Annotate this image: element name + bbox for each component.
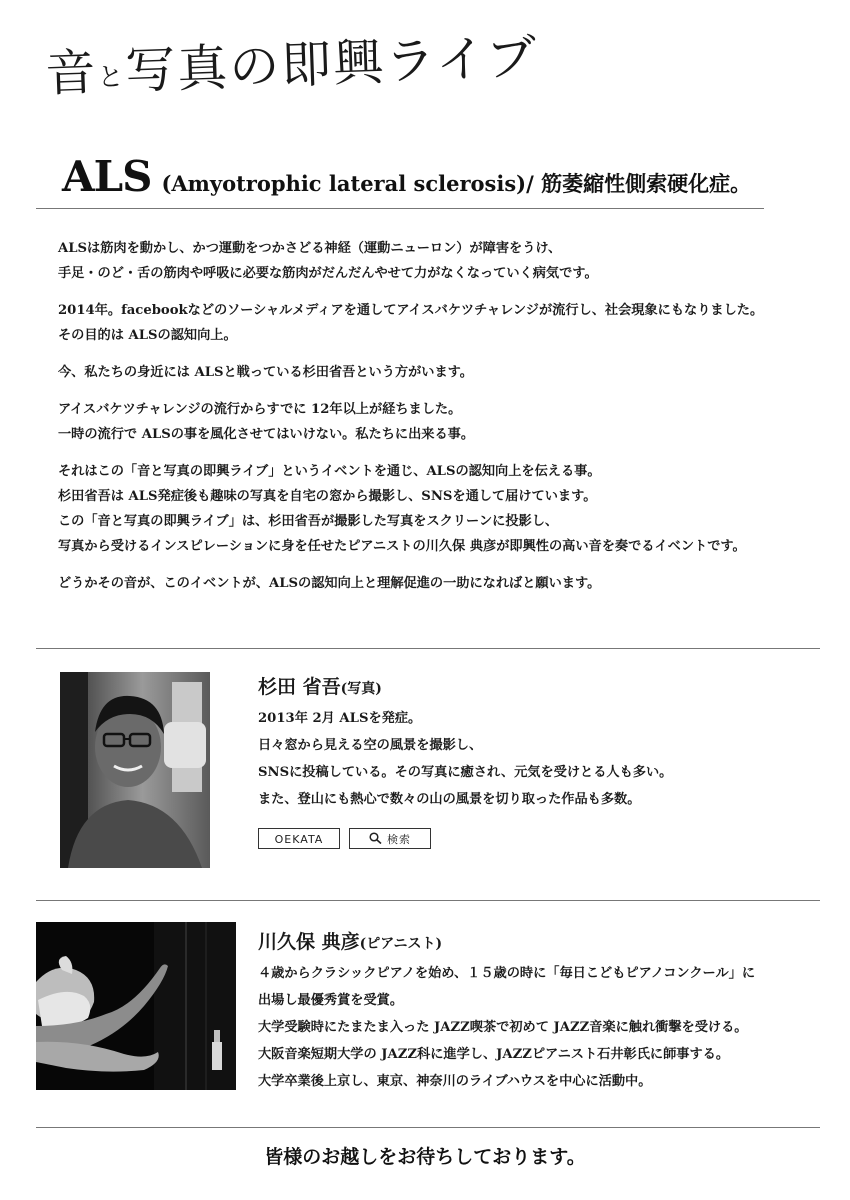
intro-text	[58, 236, 818, 608]
profile-line: 日々窓から見える空の風景を撮影し、	[258, 738, 483, 753]
profile-name	[258, 927, 755, 954]
divider	[36, 648, 820, 649]
profile-line: また、登山にも熱心で数々の山の風景を切り取った作品も多数。	[258, 792, 641, 807]
logo-part-3: 写真の即興ライブ	[124, 27, 540, 101]
heading-sub: (Amyotrophic lateral sclerosis)/ 筋萎縮性側索硬化症。	[161, 171, 752, 196]
profile-role: (ピアニスト)	[359, 936, 443, 952]
profile-description	[258, 705, 672, 813]
profile-name-text: 川久保 典彦	[258, 931, 360, 953]
profile-description	[258, 960, 755, 1095]
profile-photo-kawakubo	[36, 922, 236, 1090]
search-button-label: 検索	[387, 833, 411, 846]
intro-paragraph	[58, 397, 818, 447]
divider	[36, 900, 820, 901]
profile-role: (写真)	[340, 681, 382, 697]
intro-line: アイスバケツチャレンジの流行からすでに 12年以上が経ちました。	[58, 402, 462, 417]
profile-photo-sugita	[60, 672, 210, 868]
intro-line: 写真から受けるインスピレーションに身を任せたピアニストの川久保 典彦が即興性の高い音を奏でるイベントです。	[58, 539, 746, 554]
profile-line: SNSに投稿している。その写真に癒され、元気を受けとる人も多い。	[258, 765, 673, 780]
intro-line: 杉田省吾は ALS発症後も趣味の写真を自宅の窓から撮影し、SNSを通して届けています。	[58, 489, 597, 504]
intro-paragraph	[58, 298, 818, 348]
intro-line: その目的は ALSの認知向上。	[58, 328, 237, 343]
intro-line: この「音と写真の即興ライブ」は、杉田省吾が撮影した写真をスクリーンに投影し、	[58, 514, 559, 529]
intro-line: どうかその音が、このイベントが、ALSの認知向上と理解促進の一助になればと願います。	[58, 576, 601, 591]
search-icon	[369, 832, 382, 844]
oekata-button-label: OEKATA	[274, 833, 324, 846]
profile-name-text: 杉田 省吾	[258, 676, 341, 698]
intro-line: 手足・のど・舌の筋肉や呼吸に必要な筋肉がだんだんやせて力がなくなっていく病気です。	[58, 266, 598, 281]
logo-part-2: と	[97, 62, 127, 94]
intro-line: それはこの「音と写真の即興ライブ」というイベントを通じ、ALSの認知向上を伝える事。	[58, 464, 601, 479]
profile-name	[258, 672, 672, 699]
divider	[36, 1127, 820, 1128]
profile-line: 大学卒業後上京し、東京、神奈川のライブハウスを中心に活動中。	[258, 1074, 652, 1089]
profile-line: 大阪音楽短期大学の JAZZ科に進学し、JAZZピアニスト石井彰氏に師事する。	[258, 1047, 730, 1062]
intro-line: 今、私たちの身近には ALSと戦っている杉田省吾という方がいます。	[58, 365, 473, 380]
search-button[interactable]	[349, 828, 431, 849]
intro-line: 2014年。facebookなどのソーシャルメディアを通してアイスバケツチャレンジが流行し、社会現象にもなりました。	[58, 303, 764, 318]
profile-line: 2013年 2月 ALSを発症。	[258, 711, 422, 726]
closing-message: 皆様のお越しをお待ちしております。	[264, 1146, 586, 1168]
page-heading	[62, 152, 751, 201]
profile-kawakubo	[258, 927, 755, 1095]
intro-line: 一時の流行で ALSの事を風化させてはいけない。私たちに出来る事。	[58, 427, 475, 442]
profile-sugita	[258, 672, 672, 813]
profile-line: 出場し最優秀賞を受賞。	[258, 993, 404, 1008]
intro-paragraph	[58, 236, 818, 286]
intro-paragraph	[58, 459, 818, 559]
profile-line: ４歳からクラシックピアノを始め、１５歳の時に「毎日こどもピアノコンクール」に	[258, 966, 756, 981]
profile-line: 大学受験時にたまたま入った JAZZ喫茶で初めて JAZZ音楽に触れ衝撃を受ける。	[258, 1020, 748, 1035]
intro-paragraph	[58, 360, 818, 385]
oekata-button[interactable]	[258, 828, 340, 849]
intro-line: ALSは筋肉を動かし、かつ運動をつかさどる神経（運動ニューロン）が障害をうけ、	[58, 241, 562, 256]
divider	[36, 208, 764, 209]
heading-main: ALS	[62, 152, 152, 201]
event-logo	[44, 17, 539, 106]
logo-part-1: 音	[44, 43, 99, 103]
intro-paragraph	[58, 571, 818, 596]
